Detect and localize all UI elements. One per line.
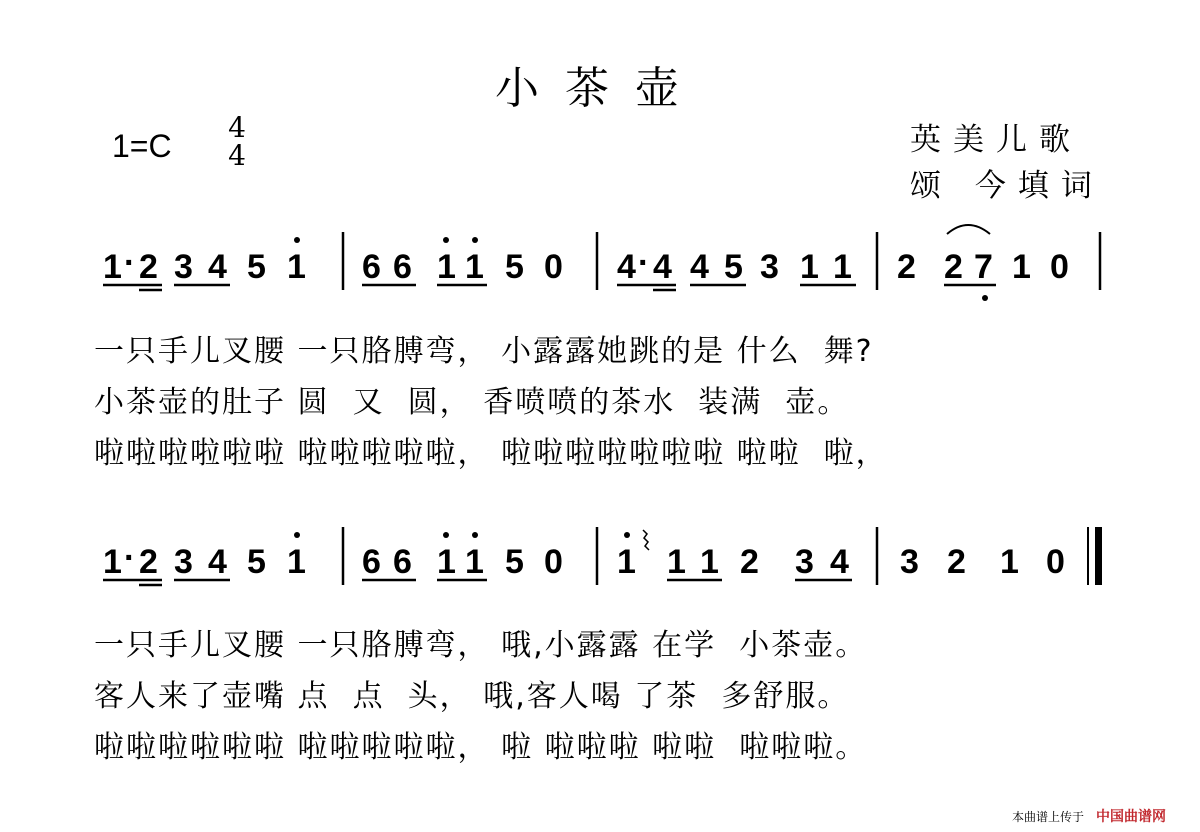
note: 1 [437,543,456,581]
octave-dot-high [472,532,478,538]
note: 2 [139,543,158,581]
note: 1 [700,543,719,581]
credit-lyricist: 颂 今填词 [910,168,1104,204]
note: 7 [974,248,993,286]
footer-site-logo[interactable]: 中国曲谱网 [1096,809,1166,825]
note: 5 [247,248,266,286]
footer-uploaded: 本曲谱上传于 [1012,810,1085,824]
note: 4 [830,543,849,581]
note: 6 [393,248,412,286]
note: 2 [740,543,759,581]
song-title: 小茶壶 [495,63,705,114]
note: 2 [139,248,158,286]
octave-dot-high [294,237,300,243]
note: 4 [208,543,227,581]
note: 3 [900,543,919,581]
note: 1 [465,543,484,581]
lyric-line: 啦啦啦啦啦啦 啦啦啦啦啦， 啦 啦啦啦 啦啦 啦啦啦。 [94,730,868,765]
note: 1 [287,543,306,581]
note: 1 [1000,543,1019,581]
time-signature-top: 4 [228,111,246,144]
note: 1 [103,248,122,286]
note: 0 [1050,248,1069,286]
note: 3 [795,543,814,581]
octave-dot-high [443,237,449,243]
octave-dot-low [982,295,988,301]
key-signature: 1=C [112,128,172,164]
final-barline-thick [1095,527,1102,585]
note: 1 [465,248,484,286]
octave-dot-high [472,237,478,243]
note: 6 [362,543,381,581]
note-dot: · [124,244,136,282]
note: 3 [174,248,193,286]
credit-origin: 英美儿歌 [910,122,1082,158]
note: 4 [617,248,636,286]
note: 1 [103,543,122,581]
octave-dot-high [443,532,449,538]
note: 3 [760,248,779,286]
note: 1 [833,248,852,286]
note: 6 [393,543,412,581]
note: 2 [947,543,966,581]
octave-dot-high [294,532,300,538]
lyric-line: 客人来了壶嘴 点 点 头， 哦,客人喝 了茶 多舒服。 [94,679,850,714]
slur [947,225,990,234]
note: 2 [944,248,963,286]
note: 5 [505,248,524,286]
note-dot: · [124,539,136,577]
note: 1 [1012,248,1031,286]
time-signature-bottom: 4 [228,139,246,172]
note: 3 [174,543,193,581]
note: 6 [362,248,381,286]
note: 4 [653,248,672,286]
note: 5 [247,543,266,581]
octave-dot-high [624,532,630,538]
lyric-line: 一只手儿叉腰 一只胳膊弯， 哦,小露露 在学 小茶壶。 [94,628,868,663]
lyric-line: 小茶壶的肚子 圆 又 圆， 香喷喷的茶水 装满 壶。 [94,385,850,420]
note: 1 [667,543,686,581]
note: 4 [208,248,227,286]
grace-squiggle [643,530,649,550]
lyric-line: 一只手儿叉腰 一只胳膊弯， 小露露她跳的是 什么 舞? [94,334,874,369]
note: 0 [544,543,563,581]
note: 4 [690,248,709,286]
note: 5 [505,543,524,581]
note: 0 [544,248,563,286]
lyric-line: 啦啦啦啦啦啦 啦啦啦啦啦， 啦啦啦啦啦啦啦 啦啦 啦， [94,436,888,471]
note-dot: · [638,244,650,282]
note: 1 [437,248,456,286]
note: 2 [897,248,916,286]
note: 1 [617,543,636,581]
note: 1 [287,248,306,286]
note: 1 [800,248,819,286]
note: 0 [1046,543,1065,581]
note: 5 [724,248,743,286]
